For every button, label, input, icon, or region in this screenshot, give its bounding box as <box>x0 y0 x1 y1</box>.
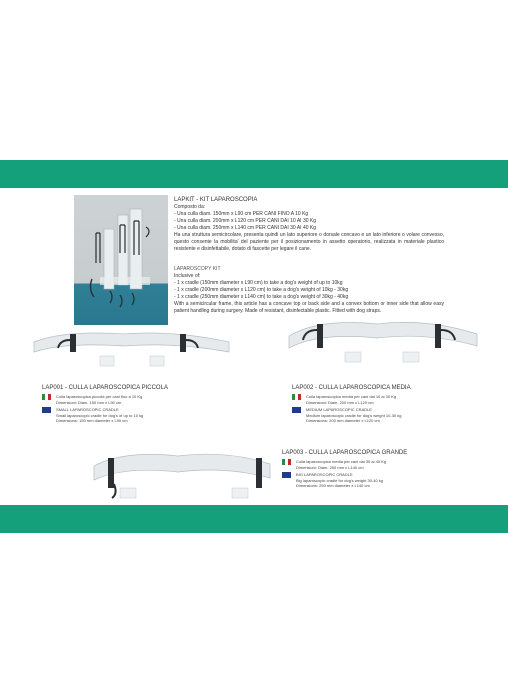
product-lap002-title: LAP002 - CULLA LAPAROSCOPICA MEDIA <box>292 385 411 391</box>
product-en-line: MEDIUM LAPAROSCOPIC CRADLE <box>306 407 372 412</box>
product-en-line: Dimensions: 150 mm diameter x L90 cm <box>56 418 128 423</box>
product-en-line: Big laparoscopic cradle for dog's weight 30-40 kg <box>296 477 384 483</box>
product-lap002-it <box>306 394 396 405</box>
kit-photo-drawing <box>74 195 168 325</box>
kit-it-line: - Una culla diam. 250mm x L140 cm PER CANI DAI 30 AI 40 Kg <box>174 225 317 231</box>
italy-flag-icon <box>42 394 51 400</box>
kit-en-line: - 1 x cradle (200mm diameter x L120 cm) to take a dog's weight of 10kg - 30kg <box>174 287 349 293</box>
kit-en-paragraph: With a semicircular frame, this article has a concave top or back side and a convex bottom or inner side that allow easy patient handling during surgery. Made of resistant, disinfectable plastic. Fitted with dog straps. <box>174 301 444 314</box>
kit-photo <box>74 195 168 325</box>
bottom-green-band <box>0 505 508 533</box>
uk-flag-icon <box>292 407 301 413</box>
product-lap001-it <box>56 394 142 405</box>
cradle-small-image <box>30 312 240 376</box>
product-lap002-en <box>306 407 401 424</box>
kit-en-line: - 1 x cradle (150mm diameter x L90 cm) to take a dog's weight of up to 10kg <box>174 280 343 286</box>
kit-en-line: Inclusive of: <box>174 273 201 279</box>
cradle-medium-image <box>285 300 480 375</box>
product-en-line: BIG LAPAROSCOPIC CRADLE <box>296 472 353 477</box>
product-it-line: Dimensioni: Diam. 150 mm x L90 cm <box>56 399 122 405</box>
product-lap001-title: LAP001 - CULLA LAPAROSCOPICA PICCOLA <box>42 385 168 391</box>
product-lap003-it <box>296 459 386 470</box>
kit-title: LAPKIT - KIT LAPAROSCOPIA <box>174 197 258 203</box>
kit-en-line: - 1 x cradle (250mm diameter x L140 cm) to take a dog's weight of 30kg - 40kg <box>174 294 349 300</box>
product-it-line: Dimensioni: Diam. 250 mm x L140 cm <box>296 464 364 470</box>
kit-it-line: Composto da: <box>174 204 206 210</box>
uk-flag-icon <box>282 472 291 478</box>
uk-flag-icon <box>42 407 51 413</box>
kit-it-line: - Una culla diam. 150mm x L90 cm PER CANI FINO A 10 Kg <box>174 211 309 217</box>
product-en-line: SMALL LAPAROSCOPIC CRADLE <box>56 407 119 412</box>
product-en-line: Small laparoscopic cradle for dog's of up to 10 kg <box>56 412 144 418</box>
kit-it-line: - Una culla diam. 200mm x L120 cm PER CANI DAI 10 AI 30 Kg <box>174 218 317 224</box>
top-green-band <box>0 160 508 188</box>
product-it-line: Dimensioni: Diam. 200 mm x L120 cm <box>306 399 374 405</box>
kit-en-title: LAPAROSCOPY KIT <box>174 266 221 272</box>
kit-it-paragraph: Ha una struttura semicircolare, presenta quindi un lato superiore o dorsale concavo e un lato inferiore o volare convesso, questo consente la mobilita' del paziente per il posizionamento in assetto operatorio, realizzata in materiale plastico resistente e disinfettabile, dotato di fascette per legare il cane. <box>174 232 444 252</box>
product-it-line: Culla laparoscopica media per cani dai 10 ai 30 Kg <box>306 394 397 399</box>
kit-description-it <box>174 204 444 253</box>
italy-flag-icon <box>282 459 291 465</box>
product-en-line: Dimensions: 200 mm diameter x L120 cm <box>306 418 380 423</box>
product-lap003-title: LAP003 - CULLA LAPAROSCOPICA GRANDE <box>282 450 408 456</box>
product-en-line: Medium laparoscopic cradle for dog's weight 10-30 kg <box>306 412 402 418</box>
product-it-line: Culla laparoscopica media per cani dai 30 ai 40 Kg <box>296 459 387 464</box>
product-en-line: Dimensions: 250 mm diameter x L140 cm <box>296 483 370 488</box>
cradle-large-image <box>90 440 275 505</box>
italy-flag-icon <box>292 394 301 400</box>
product-lap001-en <box>56 407 143 424</box>
product-it-line: Culla laparoscopica piccola per cani fino a 10 Kg <box>56 394 143 399</box>
product-lap003-en <box>296 472 383 489</box>
